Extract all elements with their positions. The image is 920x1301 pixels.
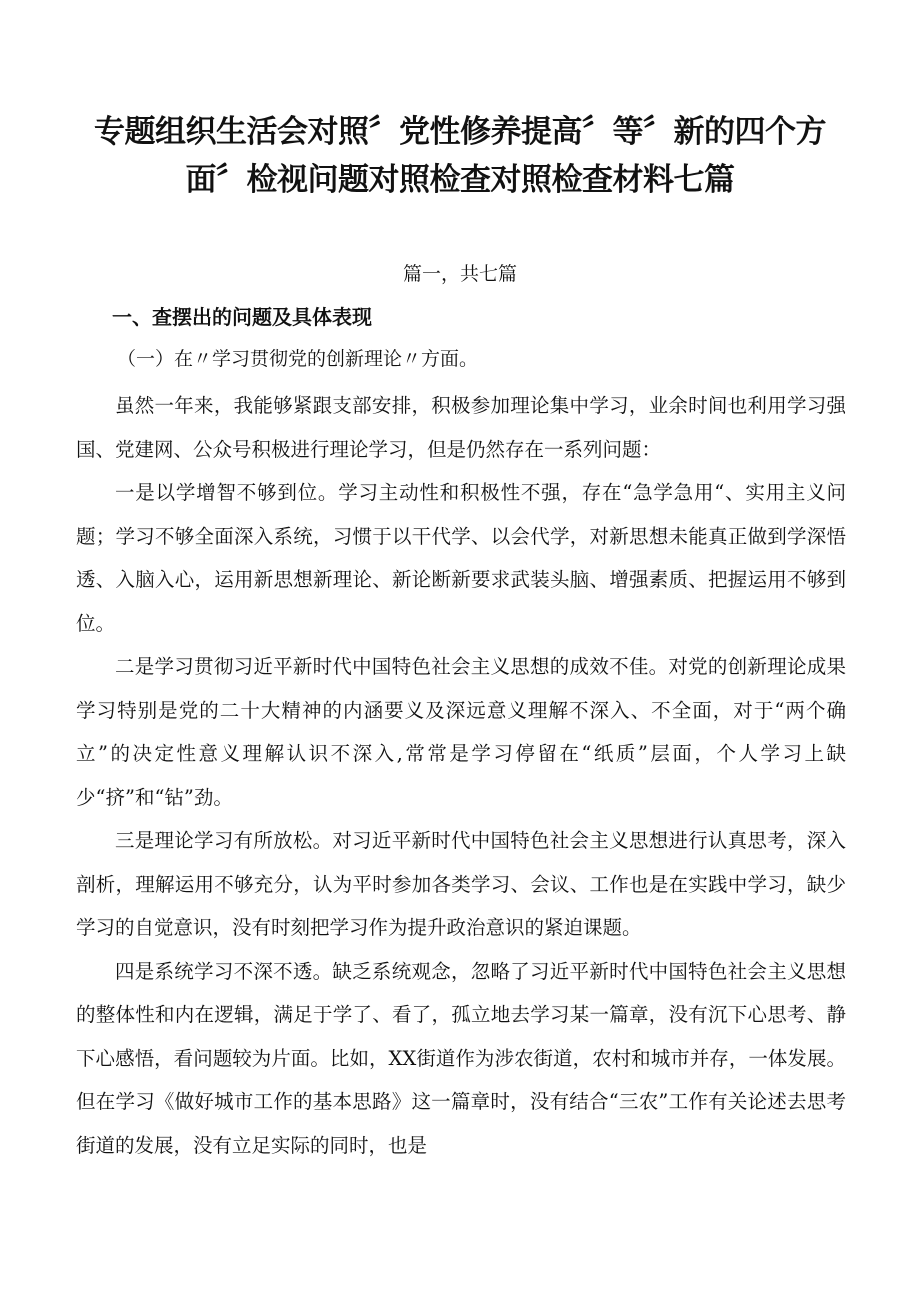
body-paragraph: 虽然一年来，我能够紧跟支部安排，积极参加理论集中学习，业余时间也利用学习强国、党建网、公众号积极进行理论学习，但是仍然存在一系列问题： xyxy=(76,394,846,461)
document-body xyxy=(76,384,846,1167)
part-label: 篇一，共七篇 xyxy=(402,263,517,285)
body-paragraph: 二是学习贯彻习近平新时代中国特色社会主义思想的成效不佳。对党的创新理论成果学习特别是党的二十大精神的内涵要义及深远意义理解不深入、不全面，对于“两个确立”的决定性意义理解认识不深入,常常是学习停留在“纸质”层面，个人学习上缺少“挤”和“钻”劲。 xyxy=(76,655,846,809)
sub-heading: （一）在〃学习贯彻党的创新理论〃方面。 xyxy=(117,348,479,370)
body-paragraph: 三是理论学习有所放松。对习近平新时代中国特色社会主义思想进行认真思考，深入剖析，理解运用不够充分，认为平时参加各类学习、会议、工作也是在实践中学习，缺少学习的自觉意识，没有时刻把学习作为提升政治意识的紧迫课题。 xyxy=(76,829,846,939)
body-paragraph: 四是系统学习不深不透。缺乏系统观念，忽略了习近平新时代中国特色社会主义思想的整体性和内在逻辑，满足于学了、看了，孤立地去学习某一篇章，没有沉下心思考、静下心感悟，看问题较为片面。比如，XX街道作为涉农街道，农村和城市并存，一体发展。但在学习《做好城市工作的基本思路》这一篇章时，没有结合“三农”工作有关论述去思考街道的发展，没有立足实际的同时，也是 xyxy=(76,959,846,1157)
body-paragraph: 一是以学增智不够到位。学习主动性和积极性不强，存在“急学急用“、实用主义问题；学习不够全面深入系统，习惯于以干代学、以会代学，对新思想未能真正做到学深悟透、入脑入心，运用新思想新理论、新论断新要求武装头脑、增强素质、把握运用不够到位。 xyxy=(76,481,846,635)
section-heading: 一、查摆出的问题及具体表现 xyxy=(112,305,372,329)
document-title: 专题组织生活会对照〞党性修养提高〞等〞新的四个方面〞检视问题对照检查对照检查材料七篇 xyxy=(94,114,826,198)
